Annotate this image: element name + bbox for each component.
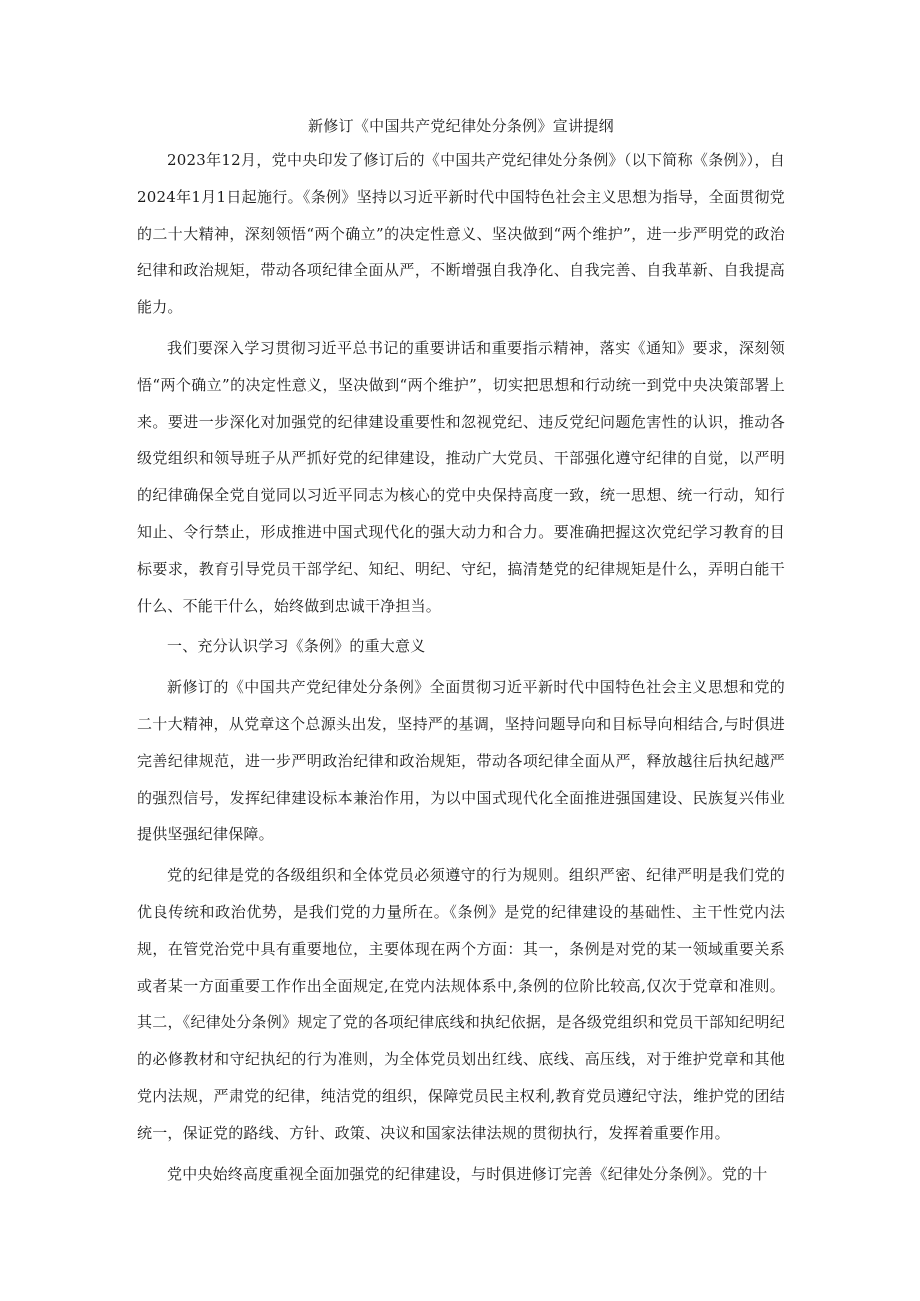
body-paragraph: 党中央始终高度重视全面加强党的纪律建设，与时俱进修订完善《纪律处分条例》。党的十 xyxy=(167,1164,768,1183)
document-page xyxy=(137,112,785,1196)
body-paragraph: 2023年12月，党中央印发了修订后的《中国共产党纪律处分条例》（以下简称《条例》），自2024年1月1日起施行。《条例》坚持以习近平新时代中国特色社会主义思想为指导，全面贯彻党的二十大精神，深刻领悟“两个确立”的决定性意义、坚决做到“两个维护”，进一步严明党的政治纪律和政治规矩，带动各项纪律全面从严，不断增强自我净化、自我完善、自我革新、自我提高能力。 xyxy=(137,151,785,317)
section-heading: 一、充分认识学习《条例》的重大意义 xyxy=(167,637,426,656)
body-paragraph: 党的纪律是党的各级组织和全体党员必须遵守的行为规则。组织严密、纪律严明是我们党的优良传统和政治优势，是我们党的力量所在。《条例》是党的纪律建设的基础性、主干性党内法规，在管党治党中具有重要地位，主要体现在两个方面：其一，条例是对党的某一领域重要关系或者某一方面重要工作作出全面规定,在党内法规体系中,条例的位阶比较高,仅次于党章和准则。其二，《纪律处分条例》规定了党的各项纪律底线和执纪依据，是各级党组织和党员干部知纪明纪的必修教材和守纪执纪的行为准则，为全体党员划出红线、底线、高压线，对于维护党章和其他党内法规，严肃党的纪律，纯洁党的组织，保障党员民主权利,教育党员遵纪守法，维护党的团结统一，保证党的路线、方针、政策、决议和国家法律法规的贯彻执行，发挥着重要作用。 xyxy=(137,866,785,1142)
document-title: 新修订《中国共产党纪律处分条例》宣讲提纲 xyxy=(307,117,614,135)
body-paragraph: 我们要深入学习贯彻习近平总书记的重要讲话和重要指示精神，落实《通知》要求，深刻领悟“两个确立”的决定性意义，坚决做到“两个维护”，切实把思想和行动统一到党中央决策部署上来。要进一步深化对加强党的纪律建设重要性和忽视党纪、违反党纪问题危害性的认识，推动各级党组织和领导班子从严抓好党的纪律建设，推动广大党员、干部强化遵守纪律的自觉，以严明的纪律确保全党自觉同以习近平同志为核心的党中央保持高度一致，统一思想、统一行动，知行知止、令行禁止，形成推进中国式现代化的强大动力和合力。要准确把握这次党纪学习教育的目标要求，教育引导党员干部学纪、知纪、明纪、守纪，搞清楚党的纪律规矩是什么，弄明白能干什么、不能干什么，始终做到忠诚干净担当。 xyxy=(137,338,785,615)
body-paragraph: 新修订的《中国共产党纪律处分条例》全面贯彻习近平新时代中国特色社会主义思想和党的二十大精神，从党章这个总源头出发，坚持严的基调，坚持问题导向和目标导向相结合,与时俱进完善纪律规范，进一步严明政治纪律和政治规矩，带动各项纪律全面从严，释放越往后执纪越严的强烈信号，发挥纪律建设标本兼治作用，为以中国式现代化全面推进强国建设、民族复兴伟业提供坚强纪律保障。 xyxy=(137,678,785,844)
